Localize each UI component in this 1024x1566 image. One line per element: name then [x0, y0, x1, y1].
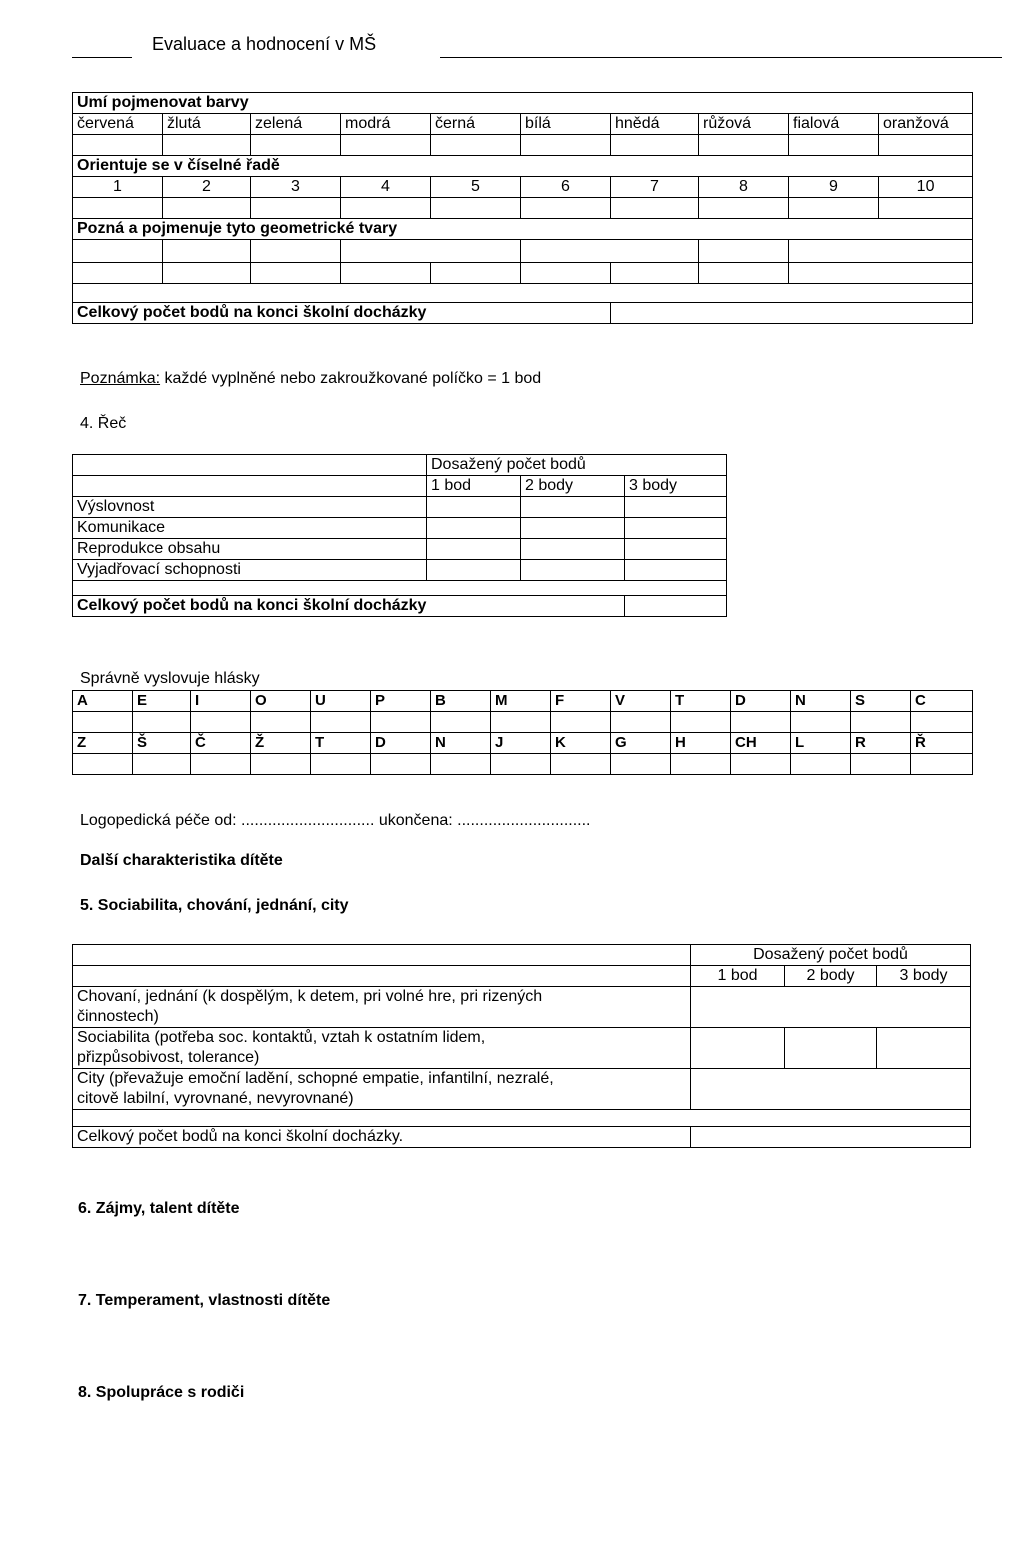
shapes-title: Pozná a pojmenuje tyto geometrické tvary [73, 219, 973, 240]
sound-cell[interactable] [491, 754, 551, 775]
sound-letter: T [311, 733, 371, 754]
speech-row-label: Komunikace [73, 518, 427, 539]
sound-letter: G [611, 733, 671, 754]
shape-cell[interactable] [163, 263, 251, 284]
score-cell[interactable] [427, 518, 521, 539]
note [80, 370, 541, 388]
score-cell[interactable] [625, 497, 727, 518]
sound-cell[interactable] [671, 712, 731, 733]
logo-care [80, 812, 591, 830]
shape-cell[interactable] [341, 263, 431, 284]
header-rule-left [72, 57, 132, 58]
note-text: každé vyplněné nebo zakroužkované políčko = 1 bod [164, 370, 542, 387]
social-row-line: Chovaní, jednání (k dospělým, k detem, pri volné hre, pri rizených [77, 988, 543, 1005]
speech-score-header: Dosažený počet bodů [427, 455, 727, 476]
color-label: hnědá [611, 114, 699, 135]
sound-cell[interactable] [491, 712, 551, 733]
skills-table [72, 92, 973, 324]
logo-end-label: ukončena: [378, 812, 453, 829]
social-row-label [73, 1069, 691, 1110]
sound-letter: U [311, 691, 371, 712]
social-score-header: Dosažený počet bodů [691, 945, 971, 966]
color-cell[interactable] [73, 135, 163, 156]
section-8-heading: 8. Spolupráce s rodiči [78, 1384, 245, 1401]
score-cell[interactable] [521, 518, 625, 539]
number-label: 1 [73, 177, 163, 198]
sound-letter: C [911, 691, 973, 712]
shape-cell[interactable] [789, 240, 973, 263]
sound-cell[interactable] [191, 754, 251, 775]
shape-cell[interactable] [699, 263, 789, 284]
color-label: růžová [699, 114, 789, 135]
score-col: 1 bod [691, 966, 785, 987]
color-cell[interactable] [163, 135, 251, 156]
spacer-row [73, 581, 727, 596]
shape-cell[interactable] [521, 240, 699, 263]
social-score-cell[interactable] [691, 1069, 971, 1110]
color-label: zelená [251, 114, 341, 135]
score-cell[interactable] [625, 560, 727, 581]
sound-letter: Ř [911, 733, 973, 754]
sound-cell[interactable] [611, 754, 671, 775]
color-label: bílá [521, 114, 611, 135]
shape-cell[interactable] [163, 240, 251, 263]
section-7-heading: 7. Temperament, vlastnosti dítěte [78, 1292, 331, 1309]
score-cell[interactable] [427, 539, 521, 560]
score-cell[interactable] [521, 560, 625, 581]
sound-cell[interactable] [133, 754, 191, 775]
number-cell[interactable] [163, 198, 251, 219]
color-label: modrá [341, 114, 431, 135]
sound-letter: Ž [251, 733, 311, 754]
sound-cell[interactable] [73, 754, 133, 775]
sound-letter: R [851, 733, 911, 754]
sound-letter: O [251, 691, 311, 712]
social-total-label: Celkový počet bodů na konci školní docházky. [73, 1127, 691, 1148]
sound-letter: H [671, 733, 731, 754]
score-cell[interactable] [521, 497, 625, 518]
sound-letter: P [371, 691, 431, 712]
speech-row-label: Výslovnost [73, 497, 427, 518]
color-label: černá [431, 114, 521, 135]
color-cell[interactable] [251, 135, 341, 156]
sound-cell[interactable] [551, 754, 611, 775]
shape-cell[interactable] [73, 263, 163, 284]
color-label: oranžová [879, 114, 973, 135]
sound-cell[interactable] [133, 712, 191, 733]
social-score-cell[interactable] [877, 1028, 971, 1069]
sound-cell[interactable] [851, 712, 911, 733]
logo-from-value[interactable]: .............................. [241, 812, 375, 829]
sound-letter: CH [731, 733, 791, 754]
number-label: 7 [611, 177, 699, 198]
sound-letter: D [731, 691, 791, 712]
number-label: 9 [789, 177, 879, 198]
speech-blank [73, 476, 427, 497]
sound-letter: J [491, 733, 551, 754]
sound-cell[interactable] [791, 712, 851, 733]
score-cell[interactable] [521, 539, 625, 560]
color-cell[interactable] [789, 135, 879, 156]
social-row-line: přizpůsobivost, tolerance) [77, 1049, 260, 1066]
sound-letter: B [431, 691, 491, 712]
sound-letter: Š [133, 733, 191, 754]
score-cell[interactable] [625, 539, 727, 560]
number-label: 2 [163, 177, 251, 198]
score-col: 2 body [521, 476, 625, 497]
color-cell[interactable] [611, 135, 699, 156]
speech-blank [73, 455, 427, 476]
social-row-line: citově labilní, vyrovnané, nevyrovnané) [77, 1090, 354, 1107]
social-row-line: Sociabilita (potřeba soc. kontaktů, vztah k ostatním lidem, [77, 1029, 486, 1046]
sound-letter: N [431, 733, 491, 754]
social-row-line: City (převažuje emoční ladění, schopné empatie, infantilní, nezralé, [77, 1070, 554, 1087]
social-blank [73, 966, 691, 987]
total-value[interactable] [611, 303, 973, 324]
color-label: červená [73, 114, 163, 135]
section-6-heading: 6. Zájmy, talent dítěte [78, 1200, 240, 1217]
number-cell[interactable] [73, 198, 163, 219]
sound-cell[interactable] [911, 712, 973, 733]
social-score-cell[interactable] [785, 1028, 877, 1069]
sound-letter: V [611, 691, 671, 712]
score-col: 1 bod [427, 476, 521, 497]
score-col: 3 body [625, 476, 727, 497]
sound-cell[interactable] [551, 712, 611, 733]
sound-cell[interactable] [371, 754, 431, 775]
social-heading: 5. Sociabilita, chování, jednání, city [80, 897, 349, 914]
color-cell[interactable] [431, 135, 521, 156]
sound-letter: S [851, 691, 911, 712]
spacer-row [73, 284, 973, 303]
sound-cell[interactable] [611, 712, 671, 733]
sound-cell[interactable] [311, 712, 371, 733]
sound-cell[interactable] [251, 754, 311, 775]
sound-cell[interactable] [671, 754, 731, 775]
speech-total-value[interactable] [625, 596, 727, 617]
score-col: 2 body [785, 966, 877, 987]
social-table [72, 944, 971, 1148]
number-label: 6 [521, 177, 611, 198]
score-col: 3 body [877, 966, 971, 987]
color-label: fialová [789, 114, 879, 135]
sound-letter: Z [73, 733, 133, 754]
sound-cell[interactable] [431, 754, 491, 775]
sound-cell[interactable] [791, 754, 851, 775]
colors-title: Umí pojmenovat barvy [73, 93, 973, 114]
color-cell[interactable] [699, 135, 789, 156]
speech-row-label: Reprodukce obsahu [73, 539, 427, 560]
number-cell[interactable] [431, 198, 521, 219]
sound-cell[interactable] [191, 712, 251, 733]
social-row-line: činnostech) [77, 1008, 159, 1025]
sound-cell[interactable] [851, 754, 911, 775]
speech-table [72, 454, 727, 617]
color-cell[interactable] [521, 135, 611, 156]
number-cell[interactable] [699, 198, 789, 219]
shape-cell[interactable] [699, 240, 789, 263]
shape-cell[interactable] [73, 240, 163, 263]
speech-heading: 4. Řeč [80, 415, 127, 432]
number-label: 4 [341, 177, 431, 198]
sound-letter: D [371, 733, 431, 754]
score-cell[interactable] [625, 518, 727, 539]
social-blank [73, 945, 691, 966]
logo-from-label: Logopedická péče od: [80, 812, 237, 829]
shape-cell[interactable] [431, 263, 521, 284]
note-label: Poznámka: [80, 370, 161, 387]
page-title: Evaluace a hodnocení v MŠ [152, 34, 377, 54]
sound-letter: I [191, 691, 251, 712]
logo-end-value[interactable]: .............................. [457, 812, 591, 829]
speech-row-label: Vyjadřovací schopnosti [73, 560, 427, 581]
sound-letter: T [671, 691, 731, 712]
social-score-cell[interactable] [691, 1028, 785, 1069]
sound-letter: F [551, 691, 611, 712]
shape-cell[interactable] [521, 263, 611, 284]
sound-letter: N [791, 691, 851, 712]
sounds-title: Správně vyslovuje hlásky [80, 670, 260, 687]
score-cell[interactable] [427, 497, 521, 518]
sound-cell[interactable] [251, 712, 311, 733]
color-cell[interactable] [879, 135, 973, 156]
sound-letter: L [791, 733, 851, 754]
shape-cell[interactable] [789, 263, 973, 284]
sound-cell[interactable] [371, 712, 431, 733]
number-label: 10 [879, 177, 973, 198]
color-label: žlutá [163, 114, 251, 135]
shape-cell[interactable] [251, 263, 341, 284]
number-cell[interactable] [879, 198, 973, 219]
total-label: Celkový počet bodů na konci školní docházky [73, 303, 611, 324]
sounds-table [72, 690, 973, 775]
social-total-value[interactable] [691, 1127, 971, 1148]
sound-cell[interactable] [311, 754, 371, 775]
sound-letter: K [551, 733, 611, 754]
sound-letter: E [133, 691, 191, 712]
header-rule-right [440, 57, 1002, 58]
speech-total-label: Celkový počet bodů na konci školní docházky [73, 596, 625, 617]
spacer-row [73, 1110, 971, 1127]
sound-cell[interactable] [431, 712, 491, 733]
number-cell[interactable] [789, 198, 879, 219]
numbers-title: Orientuje se v číselné řadě [73, 156, 973, 177]
sound-letter: M [491, 691, 551, 712]
sound-cell[interactable] [73, 712, 133, 733]
number-cell[interactable] [251, 198, 341, 219]
number-cell[interactable] [341, 198, 431, 219]
sound-letter: A [73, 691, 133, 712]
number-label: 5 [431, 177, 521, 198]
number-cell[interactable] [611, 198, 699, 219]
sound-cell[interactable] [911, 754, 973, 775]
other-heading: Další charakteristika dítěte [80, 852, 283, 869]
number-label: 8 [699, 177, 789, 198]
social-row-label [73, 987, 691, 1028]
social-score-cell[interactable] [691, 987, 971, 1028]
shape-cell[interactable] [341, 240, 521, 263]
sound-cell[interactable] [731, 754, 791, 775]
social-row-label [73, 1028, 691, 1069]
score-cell[interactable] [427, 560, 521, 581]
sound-cell[interactable] [731, 712, 791, 733]
color-cell[interactable] [341, 135, 431, 156]
sound-letter: Č [191, 733, 251, 754]
shape-cell[interactable] [611, 263, 699, 284]
number-cell[interactable] [521, 198, 611, 219]
shape-cell[interactable] [251, 240, 341, 263]
number-label: 3 [251, 177, 341, 198]
